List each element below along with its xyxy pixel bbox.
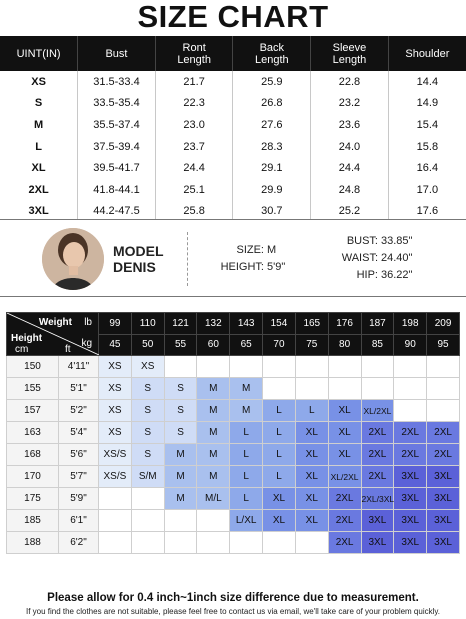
table-row xyxy=(7,400,460,422)
size-recommendation-cell: M/L xyxy=(197,488,230,510)
height-ft-cell: 5'6" xyxy=(59,444,99,466)
size-recommendation-cell: 3XL xyxy=(394,532,427,554)
size-recommendation-cell: S xyxy=(131,444,164,466)
model-photo xyxy=(42,228,104,290)
weight-kg-cell: 90 xyxy=(394,334,427,356)
size-recommendation-cell xyxy=(99,488,132,510)
size-recommendation-cell: L xyxy=(263,422,296,444)
size-recommendation-cell xyxy=(99,532,132,554)
model-name-line1: MODEL xyxy=(113,243,164,259)
table-cell: 15.4 xyxy=(388,114,466,136)
height-ft-cell: 5'9" xyxy=(59,488,99,510)
size-recommendation-cell xyxy=(197,510,230,532)
weight-kg-cell: 80 xyxy=(328,334,361,356)
table-cell: 35.5-37.4 xyxy=(78,114,156,136)
table-cell: 23.6 xyxy=(311,114,389,136)
height-cm-cell: 157 xyxy=(7,400,59,422)
table-row xyxy=(0,179,466,201)
table-row xyxy=(0,114,466,136)
size-recommendation-cell xyxy=(394,356,427,378)
size-recommendation-cell: 3XL xyxy=(427,466,460,488)
height-ft-cell: 6'1" xyxy=(59,510,99,532)
size-recommendation-cell: L xyxy=(295,400,328,422)
size-recommendation-cell xyxy=(263,532,296,554)
table-cell: 25.8 xyxy=(155,201,233,223)
size-recommendation-cell: 3XL xyxy=(427,488,460,510)
size-recommendation-cell xyxy=(361,356,394,378)
table-cell: S xyxy=(34,97,43,110)
size-recommendation-cell xyxy=(131,532,164,554)
size-recommendation-cell: XS xyxy=(99,400,132,422)
weight-lb-cell: 99 xyxy=(99,313,132,335)
size-recommendation-cell: XS xyxy=(99,378,132,400)
size-recommendation-cell: L xyxy=(263,400,296,422)
size-recommendation-cell: 2XL/3XL xyxy=(361,488,394,510)
table-cell: 24.8 xyxy=(311,179,389,201)
table-row xyxy=(7,444,460,466)
size-recommendation-cell: M xyxy=(197,466,230,488)
model-hip-value: 36.22" xyxy=(381,269,413,281)
weight-kg-cell: 95 xyxy=(427,334,460,356)
lb-unit-label: lb xyxy=(84,317,92,328)
size-recommendation-cell: XL xyxy=(295,488,328,510)
size-chart-body xyxy=(0,71,466,222)
table-row xyxy=(7,466,460,488)
table-cell: 28.3 xyxy=(233,136,311,158)
size-recommendation-cell xyxy=(131,488,164,510)
size-recommendation-cell: 2XL xyxy=(427,422,460,444)
size-recommendation-cell: XL xyxy=(263,488,296,510)
size-recommendation-cell: L xyxy=(263,466,296,488)
table-cell: 23.2 xyxy=(311,93,389,115)
table-row xyxy=(7,488,460,510)
size-recommendation-cell: XL xyxy=(295,510,328,532)
weight-kg-cell: 70 xyxy=(263,334,296,356)
size-recommendation-cell: XL xyxy=(263,510,296,532)
height-cm-cell: 168 xyxy=(7,444,59,466)
size-recommendation-cell: 3XL xyxy=(361,510,394,532)
size-chart-header-5: Shoulder xyxy=(388,36,466,71)
height-ft-cell: 5'7" xyxy=(59,466,99,488)
size-recommendation-cell: 2XL xyxy=(328,532,361,554)
table-row xyxy=(0,157,466,179)
size-recommendation-cell: XL/2XL xyxy=(328,466,361,488)
table-cell: 24.4 xyxy=(311,157,389,179)
model-size-height xyxy=(194,242,310,276)
size-recommendation-cell xyxy=(295,532,328,554)
table-cell: 24.4 xyxy=(155,157,233,179)
height-ft-cell: 4'11" xyxy=(59,356,99,378)
size-recommendation-cell: S xyxy=(131,400,164,422)
size-recommendation-cell xyxy=(263,356,296,378)
table-cell: 23.7 xyxy=(155,136,233,158)
size-recommendation-cell xyxy=(394,378,427,400)
table-row xyxy=(7,510,460,532)
table-cell: 21.7 xyxy=(155,71,233,93)
table-cell: 25.9 xyxy=(233,71,311,93)
size-recommendation-cell: XL xyxy=(295,422,328,444)
contact-note: If you find the clothes are not suitable, please feel free to contact us via email, we'll take care of your problem quickly. xyxy=(25,607,441,616)
table-row xyxy=(7,422,460,444)
table-cell: 33.5-35.4 xyxy=(78,93,156,115)
model-divider xyxy=(187,232,188,286)
size-chart-header-3: Back Length xyxy=(233,36,311,71)
size-recommendation-cell: 3XL xyxy=(427,510,460,532)
size-recommendation-cell: XL xyxy=(328,400,361,422)
height-cm-cell: 150 xyxy=(7,356,59,378)
table-cell: 26.8 xyxy=(233,93,311,115)
model-size-label: SIZE: xyxy=(236,244,264,256)
height-cm-cell: 185 xyxy=(7,510,59,532)
model-height-label: HEIGHT: xyxy=(220,261,264,273)
size-recommendation-cell: XL xyxy=(328,422,361,444)
model-height-value: 5'9" xyxy=(267,261,286,273)
size-chart-header-0: UINT(IN) xyxy=(0,36,78,71)
weight-lb-cell: 176 xyxy=(328,313,361,335)
size-recommendation-cell: M xyxy=(164,444,197,466)
measurement-note: Please allow for 0.4 inch~1inch size difference due to measurement. xyxy=(47,592,419,604)
size-recommendation-cell: 2XL xyxy=(361,422,394,444)
table-row xyxy=(0,71,466,93)
size-recommendation-cell: XS/S xyxy=(99,444,132,466)
size-recommendation-cell: XL xyxy=(295,466,328,488)
size-recommendation-cell: XS/S xyxy=(99,466,132,488)
table-cell: 29.9 xyxy=(233,179,311,201)
size-recommendation-cell xyxy=(197,356,230,378)
kg-unit-label: kg xyxy=(81,338,92,349)
height-cm-cell: 155 xyxy=(7,378,59,400)
weight-kg-cell: 75 xyxy=(295,334,328,356)
model-info xyxy=(0,219,466,297)
table-cell: 17.6 xyxy=(388,201,466,223)
weight-kg-cell: 45 xyxy=(99,334,132,356)
size-recommendation-cell: L xyxy=(263,444,296,466)
weight-lb-cell: 121 xyxy=(164,313,197,335)
height-ft-cell: 5'2" xyxy=(59,400,99,422)
table-cell: 37.5-39.4 xyxy=(78,136,156,158)
size-recommendation-cell: XS xyxy=(99,356,132,378)
size-recommendation-cell: XL xyxy=(328,444,361,466)
weight-lb-row xyxy=(7,313,460,335)
size-recommendation-cell: L xyxy=(230,444,263,466)
size-recommendation-cell: S xyxy=(164,400,197,422)
size-recommendation-cell xyxy=(99,510,132,532)
size-recommendation-cell: L xyxy=(230,422,263,444)
weight-kg-cell: 55 xyxy=(164,334,197,356)
table-cell: 29.1 xyxy=(233,157,311,179)
weight-kg-cell: 65 xyxy=(230,334,263,356)
size-recommendation-cell xyxy=(230,356,263,378)
size-recommendation-cell: S xyxy=(164,422,197,444)
height-ft-cell: 6'2" xyxy=(59,532,99,554)
size-recommendation-cell: M xyxy=(197,444,230,466)
model-hip-label: HIP: xyxy=(356,269,378,281)
table-corner-header xyxy=(7,313,99,356)
height-ft-cell: 5'1" xyxy=(59,378,99,400)
table-cell: 44.2-47.5 xyxy=(78,201,156,223)
model-bust-label: BUST: xyxy=(346,235,378,247)
weight-lb-cell: 165 xyxy=(295,313,328,335)
table-cell: XL xyxy=(31,162,46,175)
size-recommendation-cell xyxy=(164,532,197,554)
table-row xyxy=(7,532,460,554)
cm-unit-label: cm xyxy=(15,344,29,355)
model-waist-label: WAIST: xyxy=(341,252,378,264)
weight-lb-cell: 209 xyxy=(427,313,460,335)
weight-kg-cell: 50 xyxy=(131,334,164,356)
model-name xyxy=(113,243,193,275)
size-recommendation-cell: XL/2XL xyxy=(361,400,394,422)
size-recommendation-cell xyxy=(361,378,394,400)
table-cell: 14.9 xyxy=(388,93,466,115)
size-recommendation-cell: 2XL xyxy=(427,444,460,466)
size-recommendation-cell: 3XL xyxy=(427,532,460,554)
size-recommendation-cell xyxy=(295,378,328,400)
table-row xyxy=(0,93,466,115)
size-recommendation-cell xyxy=(328,378,361,400)
size-recommendation-cell xyxy=(427,356,460,378)
weight-lb-cell: 143 xyxy=(230,313,263,335)
size-chart-header-4: Sleeve Length xyxy=(311,36,389,71)
table-cell: 16.4 xyxy=(388,157,466,179)
height-ft-cell: 5'4" xyxy=(59,422,99,444)
size-recommendation-cell: 2XL xyxy=(361,444,394,466)
size-recommendation-cell: 3XL xyxy=(394,510,427,532)
table-cell: XS xyxy=(31,75,46,88)
size-recommendation-cell: M xyxy=(164,488,197,510)
size-recommendation-cell: L xyxy=(230,488,263,510)
table-row xyxy=(7,378,460,400)
table-cell: 31.5-33.4 xyxy=(78,71,156,93)
table-cell: 41.8-44.1 xyxy=(78,179,156,201)
size-recommendation-cell xyxy=(427,378,460,400)
size-recommendation-cell: XS xyxy=(99,422,132,444)
table-cell: 39.5-41.7 xyxy=(78,157,156,179)
table-cell: 27.6 xyxy=(233,114,311,136)
size-recommendation-cell: M xyxy=(197,378,230,400)
table-cell: 17.0 xyxy=(388,179,466,201)
size-recommendation-cell: S xyxy=(164,378,197,400)
size-recommendation-cell: 3XL xyxy=(361,532,394,554)
size-recommendation-cell: XS xyxy=(131,356,164,378)
size-recommendation-cell: S/M xyxy=(131,466,164,488)
size-recommendation-cell: L/XL xyxy=(230,510,263,532)
weight-lb-cell: 187 xyxy=(361,313,394,335)
table-cell: L xyxy=(35,140,42,153)
size-recommendation-cell xyxy=(295,356,328,378)
weight-height-chart xyxy=(6,312,460,580)
size-recommendation-cell xyxy=(197,532,230,554)
table-cell: 25.2 xyxy=(311,201,389,223)
size-chart-header-1: Bust xyxy=(78,36,156,71)
size-recommendation-cell: 2XL xyxy=(328,510,361,532)
weight-lb-cell: 198 xyxy=(394,313,427,335)
size-recommendation-cell xyxy=(230,532,263,554)
height-cm-cell: 175 xyxy=(7,488,59,510)
model-portrait-image xyxy=(42,228,104,290)
weight-lb-cell: 132 xyxy=(197,313,230,335)
height-label: Height xyxy=(11,333,43,344)
table-row xyxy=(0,136,466,158)
size-recommendation-cell xyxy=(164,510,197,532)
size-chart-header-2: Ront Length xyxy=(155,36,233,71)
height-cm-cell: 170 xyxy=(7,466,59,488)
size-chart-table xyxy=(0,36,466,222)
model-bust-value: 33.85" xyxy=(381,235,413,247)
height-cm-cell: 163 xyxy=(7,422,59,444)
height-cm-cell: 188 xyxy=(7,532,59,554)
page-title: SIZE CHART xyxy=(137,0,329,34)
table-cell: 14.4 xyxy=(388,71,466,93)
table-cell: 2XL xyxy=(28,183,49,196)
size-recommendation-cell: M xyxy=(197,400,230,422)
size-recommendation-cell: M xyxy=(230,378,263,400)
size-recommendation-cell: 2XL xyxy=(328,488,361,510)
table-cell: 25.1 xyxy=(155,179,233,201)
size-recommendation-cell xyxy=(263,378,296,400)
weight-lb-cell: 154 xyxy=(263,313,296,335)
table-cell: 30.7 xyxy=(233,201,311,223)
table-row xyxy=(7,356,460,378)
size-recommendation-cell xyxy=(427,400,460,422)
size-recommendation-cell: M xyxy=(197,422,230,444)
size-recommendation-cell: 3XL xyxy=(394,488,427,510)
table-cell: 23.0 xyxy=(155,114,233,136)
table-cell: 22.3 xyxy=(155,93,233,115)
size-recommendation-cell: 3XL xyxy=(394,466,427,488)
size-recommendation-cell: M xyxy=(164,466,197,488)
ft-unit-label: ft xyxy=(65,344,71,355)
table-cell: 3XL xyxy=(28,205,49,218)
size-recommendation-cell: S xyxy=(131,378,164,400)
model-name-line2: DENIS xyxy=(113,259,156,275)
model-waist-value: 24.40" xyxy=(381,252,413,264)
weight-kg-cell: 60 xyxy=(197,334,230,356)
size-recommendation-cell: 2XL xyxy=(394,422,427,444)
size-recommendation-cell xyxy=(394,400,427,422)
table-cell: M xyxy=(33,118,44,131)
table-cell: 24.0 xyxy=(311,136,389,158)
size-recommendation-cell: XL xyxy=(295,444,328,466)
weight-kg-cell: 85 xyxy=(361,334,394,356)
size-recommendation-cell: 2XL xyxy=(361,466,394,488)
size-recommendation-cell: S xyxy=(131,422,164,444)
size-recommendation-cell xyxy=(131,510,164,532)
model-measurements xyxy=(310,233,430,284)
model-size-value: M xyxy=(267,244,277,256)
size-recommendation-cell xyxy=(328,356,361,378)
size-recommendation-cell: M xyxy=(230,400,263,422)
size-recommendation-cell: 2XL xyxy=(394,444,427,466)
weight-label: Weight xyxy=(38,317,72,328)
weight-lb-cell: 110 xyxy=(131,313,164,335)
table-cell: 22.8 xyxy=(311,71,389,93)
weight-height-table xyxy=(6,312,460,554)
table-cell: 15.8 xyxy=(388,136,466,158)
size-recommendation-cell: L xyxy=(230,466,263,488)
size-chart-header-row xyxy=(0,36,466,71)
size-recommendation-cell xyxy=(164,356,197,378)
